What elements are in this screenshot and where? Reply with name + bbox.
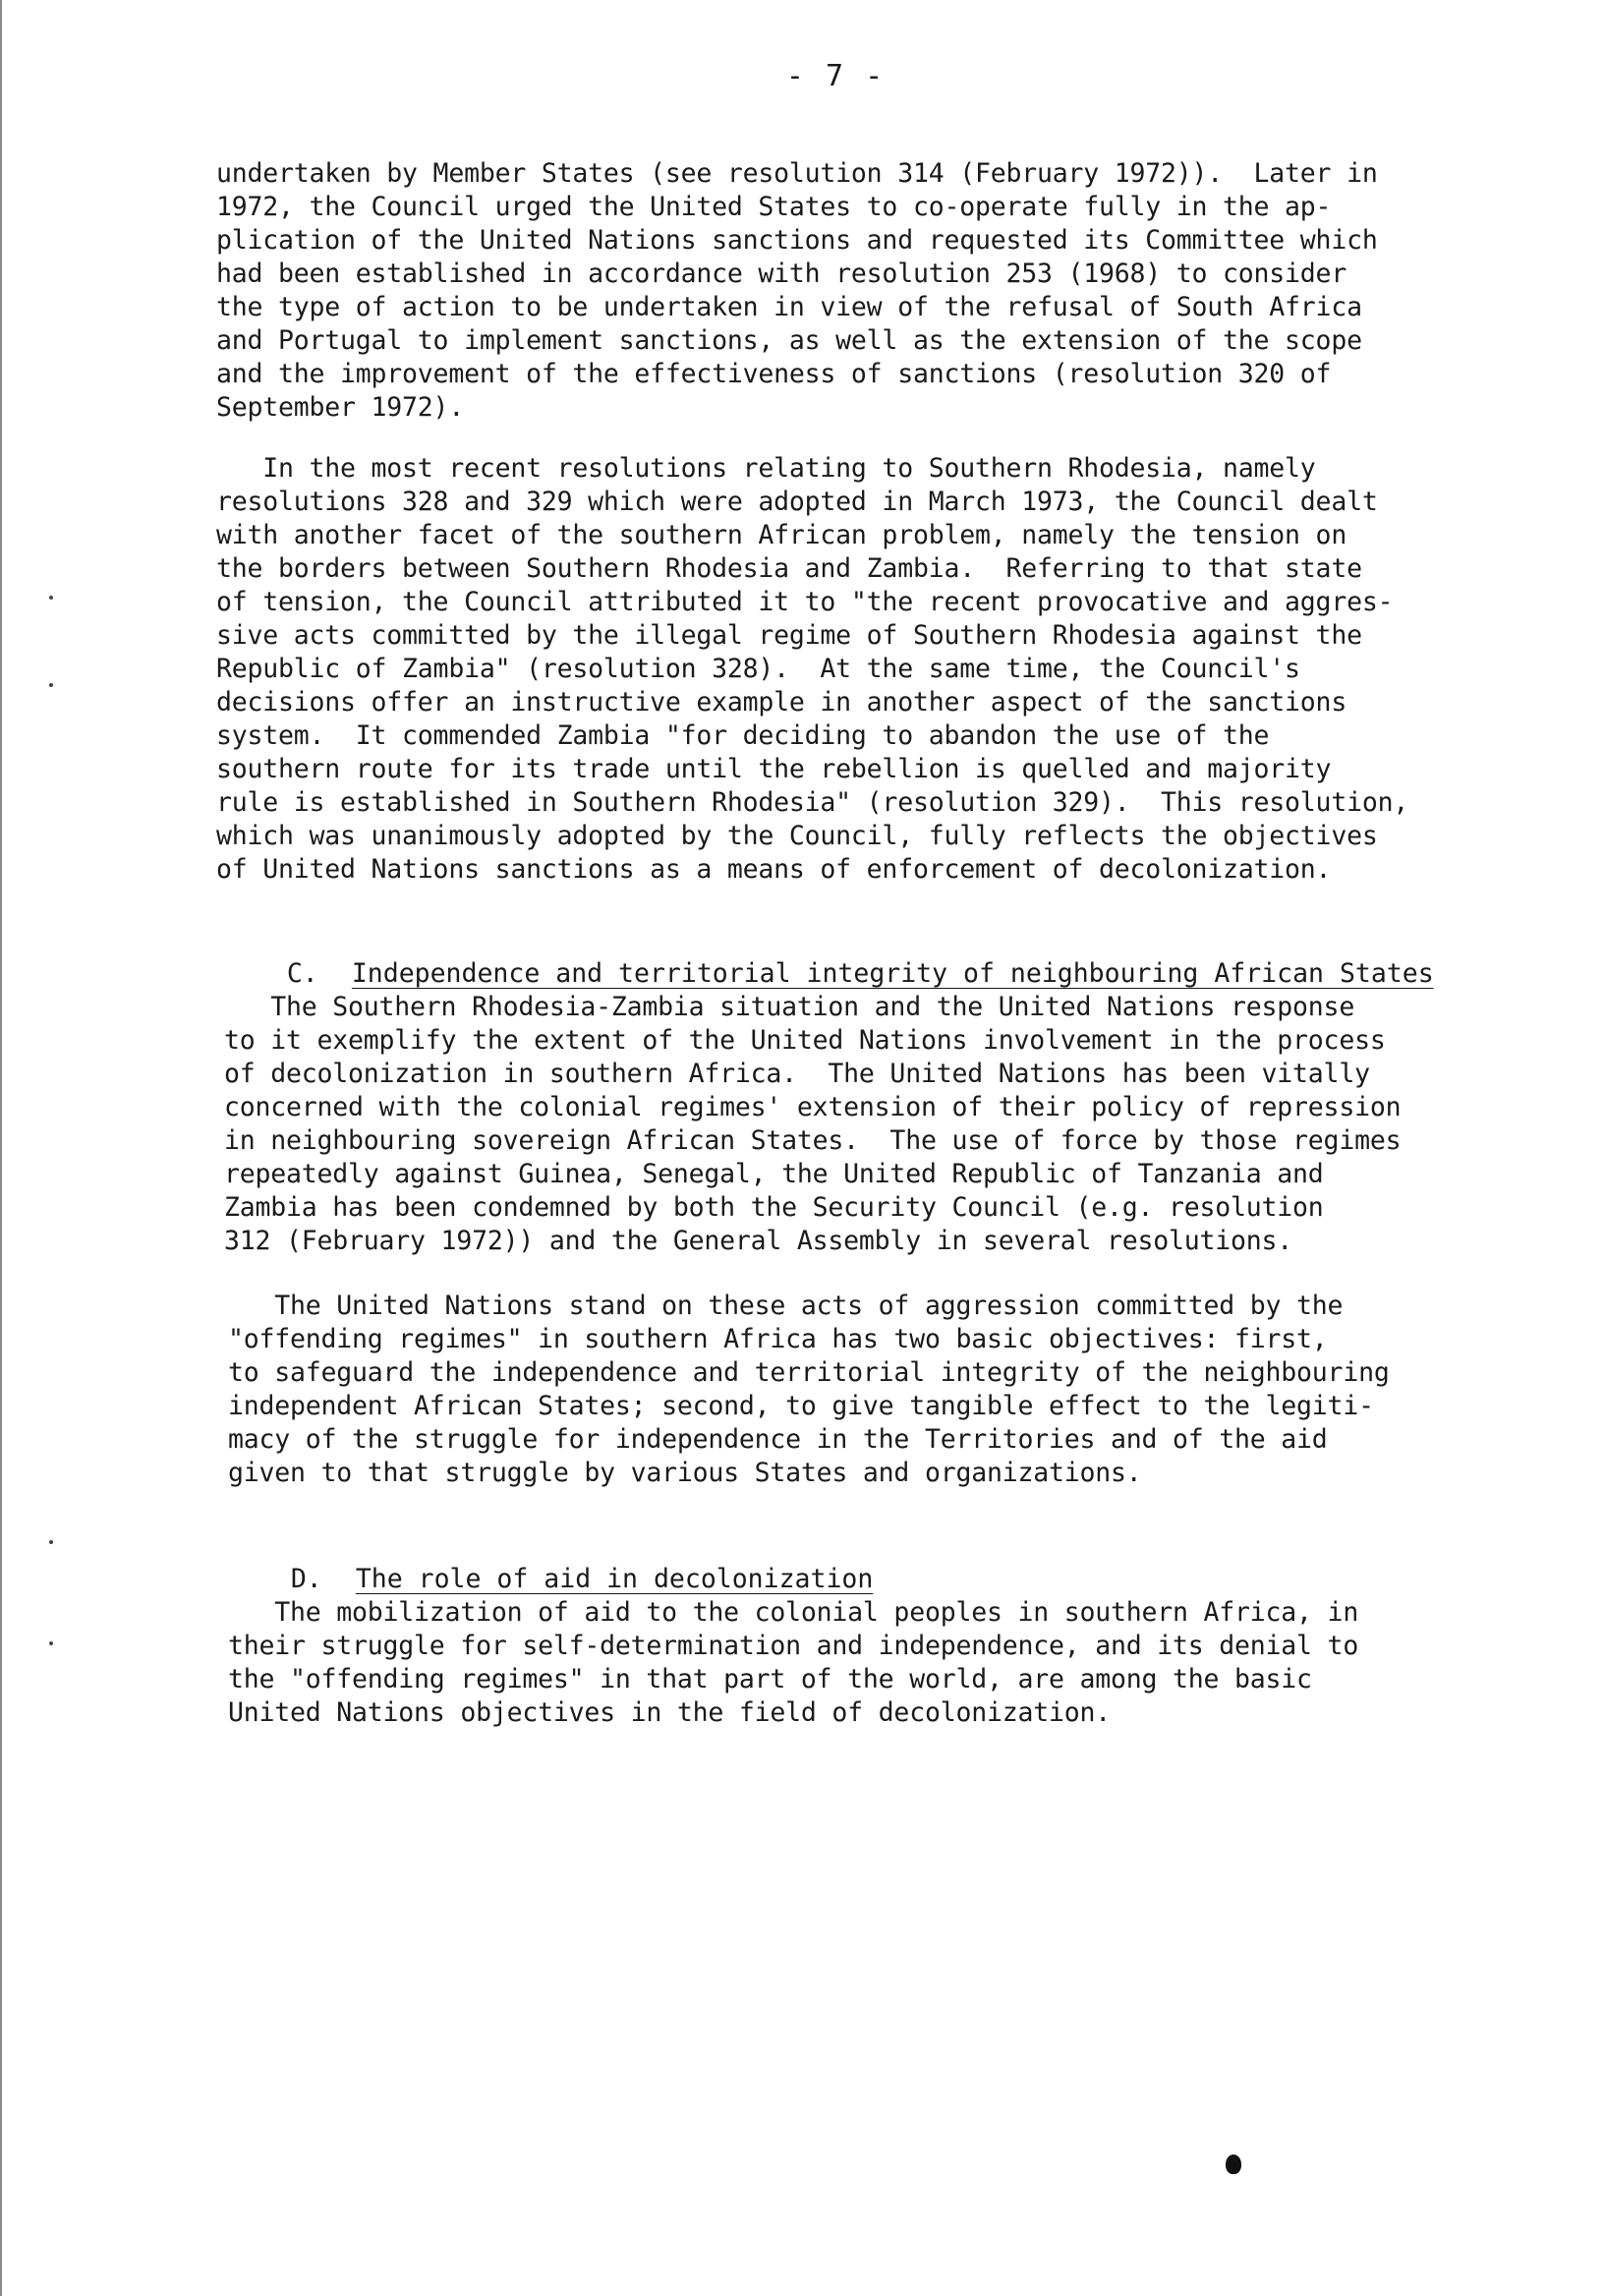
page-number: - 7 - (785, 59, 886, 93)
paragraph-1-line-1: undertaken by Member States (see resolution 314 (February 1972)). Later in (216, 158, 1378, 189)
paragraph-2-line-8: decisions offer an instructive example in another aspect of the sanctions (216, 687, 1347, 718)
paragraph-2-line-4: the borders between Southern Rhodesia and Zambia. Referring to that state (216, 553, 1362, 584)
paragraph-3-line-2: to it exemplify the extent of the United Nations involvement in the process (224, 1025, 1386, 1056)
paragraph-3-line-8: 312 (February 1972)) and the General Assembly in several resolutions. (224, 1226, 1293, 1256)
paragraph-2-line-7: Republic of Zambia" (resolution 328). At the same time, the Council's (216, 654, 1300, 684)
paragraph-2-line-6: sive acts committed by the illegal regime of Southern Rhodesia against the (216, 620, 1362, 651)
paragraph-3-line-5: in neighbouring sovereign African States. The use of force by those regimes (224, 1125, 1402, 1156)
paragraph-3-line-7: Zambia has been condemned by both the Security Council (e.g. resolution (224, 1192, 1324, 1223)
paragraph-3-line-1: The Southern Rhodesia-Zambia situation and the United Nations response (224, 992, 1355, 1022)
paragraph-2-line-9: system. It commended Zambia "for deciding to abandon the use of the (216, 720, 1270, 751)
paragraph-1-line-3: plication of the United Nations sanctions and requested its Committee which (216, 225, 1378, 256)
paragraph-1-line-2: 1972, the Council urged the United States to co-operate fully in the ap- (216, 192, 1332, 222)
paragraph-2-line-2: resolutions 328 and 329 which were adopted in March 1973, the Council dealt (216, 487, 1378, 517)
paragraph-1-line-6: and Portugal to implement sanctions, as well as the extension of the scope (216, 325, 1362, 356)
paragraph-1-line-8: September 1972). (216, 392, 465, 423)
ink-blot-mark (1226, 2154, 1241, 2174)
paragraph-5-line-3: the "offending regimes" in that part of the world, are among the basic (228, 1664, 1312, 1694)
paragraph-4-line-1: The United Nations stand on these acts of aggression committed by the (228, 1291, 1344, 1321)
section-title-c: Independence and territorial integrity of neighbouring African States (351, 958, 1434, 989)
paragraph-3-line-4: concerned with the colonial regimes' extension of their policy of repression (224, 1092, 1402, 1122)
margin-speck (49, 596, 53, 600)
page-edge-rule (0, 0, 2, 2296)
margin-speck (49, 683, 53, 687)
paragraph-4-line-5: macy of the struggle for independence in the Territories and of the aid (228, 1424, 1328, 1455)
margin-speck (49, 1641, 53, 1645)
paragraph-1-line-7: and the improvement of the effectiveness of sanctions (resolution 320 of (216, 359, 1332, 389)
paragraph-4-line-3: to safeguard the independence and territorial integrity of the neighbouring (228, 1357, 1390, 1388)
paragraph-5-line-4: United Nations objectives in the field of decolonization. (228, 1697, 1111, 1728)
paragraph-2-line-13: of United Nations sanctions as a means of enforcement of decolonization. (216, 854, 1332, 885)
paragraph-2-line-12: which was unanimously adopted by the Council, fully reflects the objectives (216, 821, 1378, 851)
section-letter-c: C. (286, 958, 318, 989)
paragraph-3-line-3: of decolonization in southern Africa. The United Nations has been vitally (224, 1059, 1370, 1089)
section-title-d: The role of aid in decolonization (355, 1564, 874, 1594)
paragraph-2-line-3: with another facet of the southern African problem, namely the tension on (216, 520, 1347, 550)
paragraph-1-line-4: had been established in accordance with resolution 253 (1968) to consider (216, 258, 1347, 289)
paragraph-4-line-2: "offending regimes" in southern Africa has two basic objectives: first, (228, 1324, 1328, 1354)
paragraph-3-line-6: repeatedly against Guinea, Senegal, the United Republic of Tanzania and (224, 1159, 1324, 1189)
section-letter-d: D. (290, 1564, 322, 1594)
paragraph-5-line-1: The mobilization of aid to the colonial peoples in southern Africa, in (228, 1597, 1359, 1628)
paragraph-4-line-6: given to that struggle by various States and organizations. (228, 1458, 1142, 1488)
margin-speck (49, 1540, 53, 1544)
paragraph-2-line-1: In the most recent resolutions relating to Southern Rhodesia, namely (216, 453, 1316, 484)
paragraph-4-line-4: independent African States; second, to give tangible effect to the legiti- (228, 1391, 1374, 1421)
paragraph-2-line-5: of tension, the Council attributed it to "the recent provocative and aggres- (216, 587, 1394, 617)
paragraph-5-line-2: their struggle for self-determination and independence, and its denial to (228, 1631, 1359, 1661)
paragraph-1-line-5: the type of action to be undertaken in view of the refusal of South Africa (216, 292, 1362, 322)
paragraph-2-line-10: southern route for its trade until the rebellion is quelled and majority (216, 754, 1332, 784)
paragraph-2-line-11: rule is established in Southern Rhodesia" (resolution 329). This resolution, (216, 787, 1409, 818)
